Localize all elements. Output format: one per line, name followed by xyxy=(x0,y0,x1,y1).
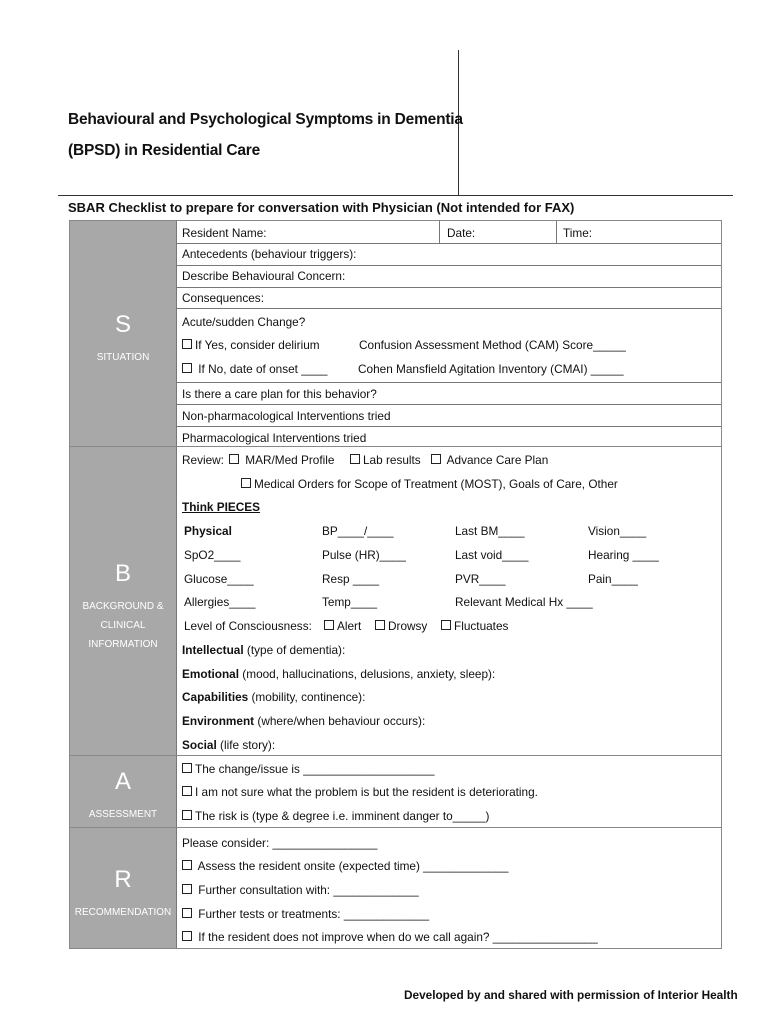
date-field[interactable]: Date: xyxy=(447,226,476,240)
last-bm-field[interactable]: Last BM____ xyxy=(455,524,525,538)
drowsy-label: Drowsy xyxy=(388,619,428,633)
improve-option[interactable] xyxy=(182,930,598,944)
mar-option[interactable] xyxy=(229,453,334,467)
checkbox-icon[interactable] xyxy=(182,884,192,894)
please-consider-field[interactable]: Please consider: ________________ xyxy=(182,836,378,850)
lab-option[interactable] xyxy=(350,453,421,467)
pulse-field[interactable]: Pulse (HR)____ xyxy=(322,548,406,562)
intellectual-field[interactable] xyxy=(182,643,345,657)
allergies-field[interactable]: Allergies____ xyxy=(184,595,256,609)
mar-label: MAR/Med Profile xyxy=(245,453,335,467)
header-divider-horizontal xyxy=(58,195,733,196)
checkbox-icon[interactable] xyxy=(182,860,192,870)
recommendation-content xyxy=(177,828,721,948)
background-label-3: INFORMATION xyxy=(88,639,158,650)
assessment-section xyxy=(69,755,722,828)
fluctuates-label: Fluctuates xyxy=(454,619,509,633)
checkbox-icon[interactable] xyxy=(182,908,192,918)
most-label: Medical Orders for Scope of Treatment (MOST), Goals of Care, Other xyxy=(254,477,618,491)
care-plan-field[interactable]: Is there a care plan for this behavior? xyxy=(182,387,377,401)
emotional-desc: (mood, hallucinations, delusions, anxiety, sleep): xyxy=(239,667,496,681)
pvr-field[interactable]: PVR____ xyxy=(455,572,506,586)
recommendation-label: RECOMMENDATION xyxy=(74,907,172,918)
col-divider xyxy=(439,221,440,243)
situation-letter: S xyxy=(114,311,131,338)
situation-content xyxy=(177,221,721,446)
temp-field[interactable]: Temp____ xyxy=(322,595,378,609)
not-sure-label: I am not sure what the problem is but the resident is deteriorating. xyxy=(195,785,538,799)
hearing-field[interactable]: Hearing ____ xyxy=(588,548,659,562)
background-content xyxy=(177,447,721,755)
checkbox-icon[interactable] xyxy=(241,478,251,488)
background-label-2: CLINICAL xyxy=(100,620,146,631)
tests-option[interactable] xyxy=(182,907,429,921)
emotional-field[interactable] xyxy=(182,667,495,681)
checkbox-icon[interactable] xyxy=(350,454,360,464)
assessment-letter: A xyxy=(114,768,131,795)
cam-score-field[interactable]: Confusion Assessment Method (CAM) Score_____ xyxy=(359,338,626,352)
checkbox-icon[interactable] xyxy=(182,763,192,773)
risk-option[interactable] xyxy=(182,809,489,823)
pharm-field[interactable]: Pharmacological Interventions tried xyxy=(182,431,367,445)
capabilities-heading: Capabilities xyxy=(182,690,249,704)
assessment-label: ASSESSMENT xyxy=(88,809,158,820)
assessment-sidebar xyxy=(70,756,177,827)
form-title-line2: (BPSD) in Residential Care xyxy=(68,142,261,159)
situation-section xyxy=(69,220,722,447)
resident-row xyxy=(177,221,721,244)
resident-name-field[interactable]: Resident Name: xyxy=(182,226,267,240)
relevant-hx-field[interactable]: Relevant Medical Hx ____ xyxy=(455,595,593,609)
if-yes-option[interactable] xyxy=(182,338,320,352)
antecedents-field[interactable]: Antecedents (behaviour triggers): xyxy=(182,247,357,261)
review-label: Review: xyxy=(182,453,224,467)
resp-field[interactable]: Resp ____ xyxy=(322,572,380,586)
background-letter: B xyxy=(114,560,131,587)
assess-onsite-label: Assess the resident onsite (expected time) _____________ xyxy=(195,859,509,873)
loc-label: Level of Consciousness: xyxy=(184,619,312,633)
think-pieces-heading: Think PIECES xyxy=(182,500,261,514)
checkbox-icon[interactable] xyxy=(441,620,451,630)
change-label: The change/issue is ____________________ xyxy=(195,762,435,776)
intellectual-desc: (type of dementia): xyxy=(243,643,346,657)
fluctuates-option[interactable] xyxy=(441,619,508,633)
recommendation-sidebar xyxy=(70,828,177,948)
last-void-field[interactable]: Last void____ xyxy=(455,548,529,562)
checkbox-icon[interactable] xyxy=(431,454,441,464)
physical-heading: Physical xyxy=(184,524,232,538)
tests-label: Further tests or treatments: _____________ xyxy=(195,907,430,921)
lab-label: Lab results xyxy=(363,453,421,467)
recommendation-letter: R xyxy=(114,866,132,893)
describe-concern-field[interactable]: Describe Behavioural Concern: xyxy=(182,269,346,283)
acp-label: Advance Care Plan xyxy=(446,453,549,467)
background-label-1: BACKGROUND & xyxy=(82,601,164,612)
capabilities-field[interactable] xyxy=(182,690,365,704)
checkbox-icon[interactable] xyxy=(229,454,239,464)
most-option[interactable] xyxy=(241,477,618,491)
social-heading: Social xyxy=(182,738,217,752)
bp-field[interactable]: BP____/____ xyxy=(322,524,394,538)
situation-label: SITUATION xyxy=(96,352,150,363)
if-yes-label: If Yes, consider delirium xyxy=(195,338,320,352)
spo2-field[interactable]: SpO2____ xyxy=(184,548,241,562)
assess-onsite-option[interactable] xyxy=(182,859,508,873)
col-divider xyxy=(556,221,557,243)
describe-row xyxy=(177,265,721,288)
checkbox-icon[interactable] xyxy=(182,931,192,941)
glucose-field[interactable]: Glucose____ xyxy=(184,572,254,586)
alert-label: Alert xyxy=(337,619,362,633)
vision-field[interactable]: Vision____ xyxy=(588,524,647,538)
capabilities-desc: (mobility, continence): xyxy=(248,690,366,704)
improve-label: If the resident does not improve when do we call again? ________________ xyxy=(195,930,598,944)
non-pharm-field[interactable]: Non-pharmacological Interventions tried xyxy=(182,409,391,423)
situation-sidebar xyxy=(70,221,177,446)
social-field[interactable] xyxy=(182,738,275,752)
intellectual-heading: Intellectual xyxy=(182,643,244,657)
recommendation-section xyxy=(69,827,722,949)
risk-label: The risk is (type & degree i.e. imminent danger to_____) xyxy=(195,809,490,823)
environment-heading: Environment xyxy=(182,714,255,728)
checkbox-icon[interactable] xyxy=(182,339,192,349)
non-pharm-row xyxy=(177,404,721,427)
checkbox-icon[interactable] xyxy=(324,620,334,630)
alert-option[interactable] xyxy=(324,619,361,633)
environment-desc: (where/when behaviour occurs): xyxy=(254,714,426,728)
change-option[interactable] xyxy=(182,762,434,776)
pain-field[interactable]: Pain____ xyxy=(588,572,638,586)
checklist-title: SBAR Checklist to prepare for conversation with Physician (Not intended for FAX) xyxy=(68,200,575,215)
background-sidebar xyxy=(70,447,177,755)
environment-field[interactable] xyxy=(182,714,425,728)
cmai-field[interactable]: Cohen Mansfield Agitation Inventory (CMAI) _____ xyxy=(358,362,624,376)
checkbox-icon[interactable] xyxy=(182,363,192,373)
if-no-option[interactable] xyxy=(182,362,327,376)
form-title-line1: Behavioural and Psychological Symptoms in Dementia xyxy=(68,111,463,128)
pharm-row xyxy=(177,426,721,448)
social-desc: (life story): xyxy=(216,738,276,752)
time-field[interactable]: Time: xyxy=(563,226,593,240)
if-no-label: If No, date of onset ____ xyxy=(195,362,328,376)
acp-option[interactable] xyxy=(431,453,548,467)
emotional-heading: Emotional xyxy=(182,667,240,681)
antecedents-row xyxy=(177,243,721,266)
drowsy-option[interactable] xyxy=(375,619,427,633)
consultation-option[interactable] xyxy=(182,883,419,897)
checkbox-icon[interactable] xyxy=(182,786,192,796)
acute-change-label: Acute/sudden Change? xyxy=(182,315,306,329)
not-sure-option[interactable] xyxy=(182,785,538,799)
acute-change-row xyxy=(177,308,721,383)
care-plan-row xyxy=(177,382,721,405)
checkbox-icon[interactable] xyxy=(182,810,192,820)
footer-credit: Developed by and shared with permission of Interior Health xyxy=(404,988,738,1002)
consequences-field[interactable]: Consequences: xyxy=(182,291,264,305)
background-section xyxy=(69,446,722,756)
assessment-content xyxy=(177,756,721,827)
checkbox-icon[interactable] xyxy=(375,620,385,630)
consultation-label: Further consultation with: _____________ xyxy=(195,883,419,897)
consequences-row xyxy=(177,287,721,309)
